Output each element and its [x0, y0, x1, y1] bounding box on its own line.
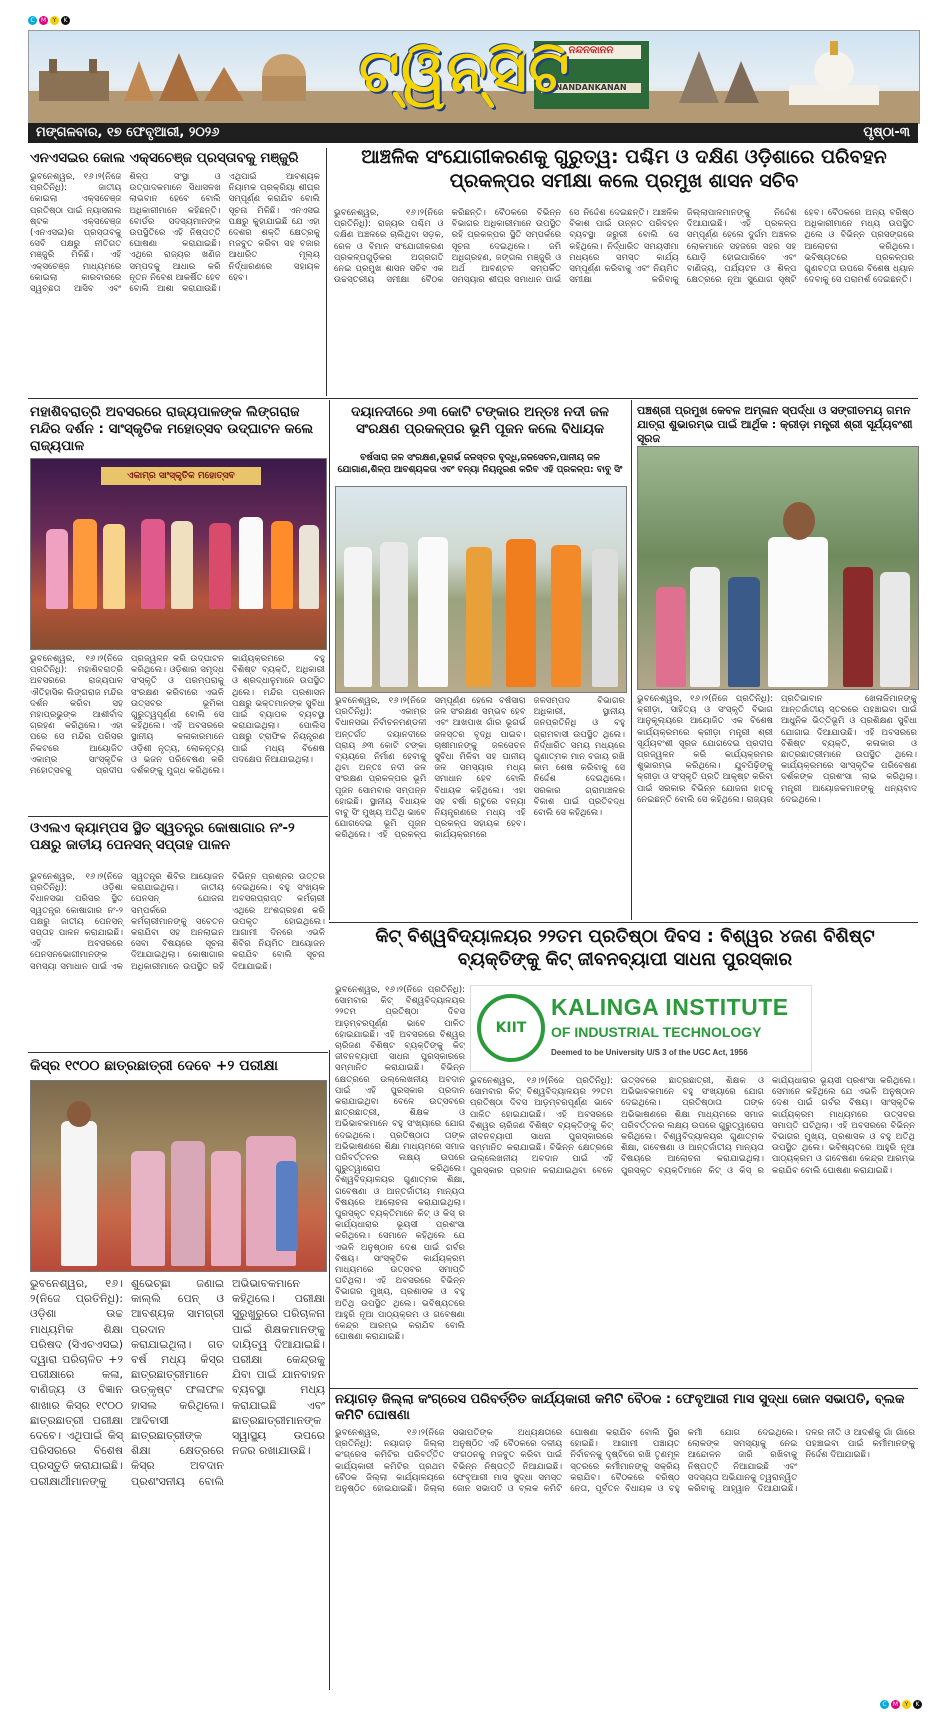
column-divider	[329, 400, 330, 920]
column-divider	[326, 148, 327, 396]
column-divider	[631, 400, 632, 920]
kiit-logo-line3: Deemed to be University U/S 3 of the UGC Act, 1956	[551, 1048, 748, 1057]
headline-lingaraj: ମହାଶିବରାତ୍ରି ଅବସରରେ ରାଜ୍ୟପାଳଙ୍କ ଲିଙ୍ଗରାଜ ମନ୍ଦିର ଦର୍ଶନ : ସାଂସ୍କୃତିକ ମହୋତ୍ସବ ଉଦ୍‌ଘାଟନ କଲେ ରାଜ୍ୟପାଳ	[30, 404, 314, 454]
masthead-banner	[28, 30, 920, 124]
figure	[211, 1151, 241, 1266]
figure	[418, 537, 448, 687]
cyan-dot: C	[880, 1700, 889, 1709]
section-rule	[28, 816, 328, 817]
body-congress: ଭୁବନେଶ୍ୱର, ୧୬।୨(ନିଜେ ପ୍ରତିନିଧି): ନୟାଗଡ଼ ଜିଲ୍ଲା କଂଗ୍ରେସ କମିଟିର ପରିବର୍ତ୍ତିତ କାର୍ଯ୍ୟକାରୀ କମିଟିର ପ୍ରଥମ ବୈଠକ ଜିଲ୍ଲା କାର୍ଯ୍ୟାଳୟରେ ଅନୁଷ୍ଠିତ ହୋଇଯାଇଛି। ଜିଲ୍ଲା ସଭାପତିଙ୍କ ଅଧ୍ୟକ୍ଷତାରେ ଅନୁଷ୍ଠିତ ଏହି ବୈଠକରେ ଦଳୀୟ ସଂଗଠନକୁ ମଜବୁତ କରିବା ପାଇଁ ବିଭିନ୍ନ ନିଷ୍ପତ୍ତି ନିଆଯାଇଛି। ଫେବୃଆରୀ ମାସ ସୁଦ୍ଧା ସମସ୍ତ ଜୋନ ସଭାପତି ଓ ବ୍ଲକ କମିଟି ଘୋଷଣା କରାଯିବ ବୋଲି ସ୍ଥିର ହୋଇଛି। ଆଗାମୀ ପଞ୍ଚାୟତ ନିର୍ବାଚନକୁ ଦୃଷ୍ଟିରେ ରଖି ତୃଣମୂଳ ସ୍ତରରେ କର୍ମୀମାନଙ୍କୁ ସକ୍ରିୟ କରାଯିବ। ବୈଠକରେ ବରିଷ୍ଠ ନେତା, ପୂର୍ବତନ ବିଧାୟକ ଓ ବହୁ କର୍ମୀ ଯୋଗ ଦେଇଥିଲେ। ଲୋକଙ୍କ ସମସ୍ୟାକୁ ନେଇ ଆନ୍ଦୋଳନ ଜାରି ରଖିବାକୁ ନିଷ୍ପତ୍ତି ନିଆଯାଇଛି ଏବଂ ସଦସ୍ୟତା ଅଭିଯାନକୁ ତ୍ୱରାନ୍ୱିତ କରିବାକୁ ଆହ୍ୱାନ ଦିଆଯାଇଛି। ଦଳର ନୀତି ଓ ଆଦର୍ଶକୁ ଗାଁ ଗାଁରେ ପହଞ୍ଚାଇବା ପାଇଁ କର୍ମୀମାନଙ୍କୁ ନିର୍ଦ୍ଦେଶ ଦିଆଯାଇଛି।	[335, 1428, 915, 1495]
section-rule	[28, 398, 918, 399]
figure	[61, 1121, 97, 1266]
black-dot: K	[913, 1700, 922, 1709]
headline-transport: ଆଞ୍ଚଳିକ ସଂଯୋଗୀକରଣକୁ ଗୁରୁତ୍ୱ: ପଶ୍ଚିମ ଓ ଦକ୍ଷିଣ ଓଡ଼ିଶାରେ ପରିବହନ ପ୍ରକଳ୍ପର ସମୀକ୍ଷା କଲେ ପ୍ରମୁଖ ଶାସନ ସଚିବ	[361, 146, 887, 192]
section-rule	[329, 922, 918, 923]
figure	[239, 517, 263, 609]
kiit-logo-line1: KALINGA INSTITUTE	[551, 994, 789, 1020]
body-lingaraj: ଭୁବନେଶ୍ୱର, ୧୬।୨(ନିଜେ ପ୍ରତିନିଧି): ମହାଶିବରାତ୍ରି ଅବସରରେ ରାଜ୍ୟପାଳ ଐତିହାସିକ ଲିଙ୍ଗରାଜ ମନ୍ଦିର ଦର୍ଶନ କରିବା ସହ ମହାପ୍ରଭୁଙ୍କ ଆଶୀର୍ବାଦ ଗ୍ରହଣ କରିଥିଲେ। ଏହା ପରେ ସେ ମନ୍ଦିର ପରିସର ନିକଟରେ ଆୟୋଜିତ ଏକାମ୍ର ସାଂସ୍କୃତିକ ମହୋତ୍ସବକୁ ପ୍ରଦୀପ ପ୍ରଜ୍ୱଳନ କରି ଉଦ୍‌ଘାଟନ କରିଥିଲେ। ଓଡ଼ିଶାର ସମୃଦ୍ଧ ସଂସ୍କୃତି ଓ ପରମ୍ପରାକୁ ସଂରକ୍ଷଣ କରିବାରେ ଏଭଳି ଉତ୍ସବର ଭୂମିକା ଗୁରୁତ୍ୱପୂର୍ଣ୍ଣ ବୋଲି ସେ କହିଥିଲେ। ଏହି ଅବସରରେ ସ୍ଥାନୀୟ କଳାକାରମାନେ ଓଡ଼ିଶୀ ନୃତ୍ୟ, ଲୋକନୃତ୍ୟ ଓ ଭଜନ ପରିବେଷଣ କରି ଦର୍ଶକଙ୍କୁ ମୁଗ୍ଧ କରିଥିଲେ। କାର୍ଯ୍ୟକ୍ରମରେ ବହୁ ବିଶିଷ୍ଟ ବ୍ୟକ୍ତି, ଅଧିକାରୀ ଓ ଶ୍ରଦ୍ଧାଳୁମାନେ ଉପସ୍ଥିତ ଥିଲେ। ମନ୍ଦିର ପ୍ରଶାସନ ପକ୍ଷରୁ ଭକ୍ତମାନଙ୍କ ସୁବିଧା ପାଇଁ ବ୍ୟାପକ ବ୍ୟବସ୍ଥା କରାଯାଇଥିଲା। ପୋଲିସ ପକ୍ଷରୁ ଟ୍ରାଫିକ ନିୟନ୍ତ୍ରଣ ପାଇଁ ମଧ୍ୟ ବିଶେଷ ପଦକ୍ଷେପ ନିଆଯାଇଥିଲା।	[30, 654, 325, 777]
figure	[768, 537, 828, 687]
body-river: ଭୁବନେଶ୍ୱର, ୧୬।୨(ନିଜେ ପ୍ରତିନିଧି): ଏକାମ୍ର ବିଧାନସଭା ନିର୍ବାଚନମଣ୍ଡଳୀ ଅନ୍ତର୍ଗତ ଦୟାନଦୀରେ ପ୍ରାୟ ୬୩ କୋଟି ଟଙ୍କା ବ୍ୟୟରେ ନିର୍ମାଣ ହେବାକୁ ଥିବା ଅନ୍ତଃ ନଦୀ ଜଳ ସଂରକ୍ଷଣ ପ୍ରକଳ୍ପର ଭୂମି ପୂଜନ ସୋମବାର ସମ୍ପନ୍ନ ହୋଇଛି। ସ୍ଥାନୀୟ ବିଧାୟକ ବାବୁ ସିଂ ମୁଖ୍ୟ ଅତିଥି ଭାବେ ଯୋଗଦେଇ ଭୂମି ପୂଜନ କରିଥିଲେ। ଏହି ପ୍ରକଳ୍ପ ସମ୍ପୂର୍ଣ୍ଣ ହେଲେ ବର୍ଷସାରା ଜଳ ସଂରକ୍ଷଣ ସମ୍ଭବ ହେବ ଏବଂ ଆଖପାଖ ଗାଁର ଭୂଗର୍ଭ ଜଳସ୍ତର ବୃଦ୍ଧି ପାଇବ। ଚାଷୀମାନଙ୍କୁ ଜଳସେଚନ ସୁବିଧା ମିଳିବା ସହ ପାନୀୟ ଜଳ ସମସ୍ୟାର ମଧ୍ୟ ସମାଧାନ ହେବ ବୋଲି ବିଧାୟକ କହିଥିଲେ। ଏହା ସହ ବର୍ଷା ଋତୁରେ ବନ୍ୟା ନିୟନ୍ତ୍ରଣରେ ମଧ୍ୟ ଏହି ପ୍ରକଳ୍ପ ସହାୟକ ହେବ। କାର୍ଯ୍ୟକ୍ରମରେ ଜଳସମ୍ପଦ ବିଭାଗର ଅଧିକାରୀ, ସ୍ଥାନୀୟ ଜନପ୍ରତିନିଧି ଓ ବହୁ ଗ୍ରାମବାସୀ ଉପସ୍ଥିତ ଥିଲେ। ନିର୍ଦ୍ଧାରିତ ସମୟ ମଧ୍ୟରେ ଗୁଣାତ୍ମକ ମାନ ବଜାୟ ରଖି କାମ ଶେଷ କରିବାକୁ ସେ ନିର୍ଦ୍ଦେଶ ଦେଇଥିଲେ। ସରକାର ଗ୍ରାମାଞ୍ଚଳର ବିକାଶ ପାଇଁ ପ୍ରତିବଦ୍ଧ ବୋଲି ସେ କହିଥିଲେ।	[335, 696, 625, 841]
figure-head	[783, 502, 815, 540]
lingaraj-event-photo	[30, 458, 327, 650]
figure	[131, 1151, 165, 1266]
black-dot: K	[61, 16, 70, 25]
cmyk-marks-top	[28, 16, 70, 25]
section-rule	[329, 1388, 918, 1389]
banner-sign-english: NANDANKANAN	[555, 83, 627, 92]
sports-minister-photo	[637, 446, 919, 690]
figure	[171, 1141, 205, 1266]
figure	[73, 519, 97, 609]
body-kiss: ଭୁବନେଶ୍ୱର, ୧୬।୨(ନିଜେ ପ୍ରତିନିଧି): ଓଡ଼ିଶା ଉଚ୍ଚ ମାଧ୍ୟମିକ ଶିକ୍ଷା ପରିଷଦ (ସିଏଚଏସଇ) ଦ୍ୱାରା ପରିଚାଳିତ +୨ ପରୀକ୍ଷାରେ କଳା, ବାଣିଜ୍ୟ ଓ ବିଜ୍ଞାନ ଶାଖାର କିସ୍‌ର ୧୯୦୦ ଛାତ୍ରଛାତ୍ରୀ ପରୀକ୍ଷା ଦେବେ। ଏଥିପାଇଁ କିସ୍ ପରିସରରେ ବିଶେଷ ପ୍ରସ୍ତୁତି କରାଯାଇଛି। ପରୀକ୍ଷାର୍ଥୀମାନଙ୍କୁ ଶୁଭେଚ୍ଛା ଜଣାଇ କାଲ୍ଲି ପେନ୍ ଓ ଆବଶ୍ୟକ ସାମଗ୍ରୀ ପ୍ରଦାନ କରାଯାଇଥିଲା। ଗତ ବର୍ଷ ମଧ୍ୟ କିସ୍‌ର ଛାତ୍ରଛାତ୍ରୀମାନେ ଉତ୍କୃଷ୍ଟ ଫଳାଫଳ ହାସଲ କରିଥିଲେ। ଆଦିବାସୀ ଛାତ୍ରଛାତ୍ରୀଙ୍କ ଶିକ୍ଷା କ୍ଷେତ୍ରରେ କିସ୍‌ର ଅବଦାନ ପ୍ରଶଂସନୀୟ ବୋଲି ଅଭିଭାବକମାନେ କହିଥିଲେ। ପରୀକ୍ଷା ସୁରୁଖୁରୁରେ ପରିଚାଳନା ପାଇଁ ଶିକ୍ଷକମାନଙ୍କୁ ଦାୟିତ୍ୱ ଦିଆଯାଇଛି। ପରୀକ୍ଷା କେନ୍ଦ୍ରକୁ ଯିବା ପାଇଁ ଯାନବାହନ ବ୍ୟବସ୍ଥା ମଧ୍ୟ କରାଯାଇଛି ଏବଂ ଛାତ୍ରଛାତ୍ରୀମାନଙ୍କ ସ୍ୱାସ୍ଥ୍ୟ ଉପରେ ନଜର ରଖାଯାଉଛି।	[30, 1277, 325, 1488]
cmyk-marks-bottom	[880, 1700, 922, 1709]
figure	[551, 545, 581, 687]
figure	[46, 529, 68, 609]
figure	[141, 519, 165, 609]
figure	[690, 567, 720, 687]
photo-stage-banner: ଏକାମ୍ର ସାଂସ୍କୃତିକ ମହୋତ୍ସବ	[101, 467, 261, 485]
figure	[466, 547, 492, 687]
headline-kiss: କିସ୍‌ର ୧୯୦୦ ଛାତ୍ରଛାତ୍ରୀ ଦେବେ +୨ ପରୀକ୍ଷା	[30, 1058, 278, 1074]
headline-kiit: କିଟ୍ ବିଶ୍ୱବିଦ୍ୟାଳୟର ୨୨ତମ ପ୍ରତିଷ୍ଠା ଦିବସ : ବିଶ୍ୱର ୪ଜଣ ବିଶିଷ୍ଟ ବ୍ୟକ୍ତିଙ୍କୁ କିଟ୍ ଜୀବନବ୍ୟାପୀ ସାଧନା ପୁରସ୍କାର	[375, 926, 875, 970]
yellow-dot: Y	[902, 1700, 911, 1709]
column-divider	[329, 1050, 330, 1690]
headline-sports: ପଞ୍ଚଶ୍ରୀ ପ୍ରମୁଖ କେବଳ ଅମ୍ଳାନ ସ୍ପର୍ଦ୍ଧା ଓ ସଙ୍ଗୀତମୟ ଗମନ ଯାତ୍ରା ଶୁଭାରମ୍ଭ ପାଇଁ ଆର୍ଥିକ : କ୍ରୀଡ଼ା ମନ୍ତ୍ରୀ ଶ୍ରୀ ସୂର୍ଯ୍ୟବଂଶୀ ସୂରଜ	[637, 404, 913, 445]
body-kiit: ଭୁବନେଶ୍ୱର, ୧୬।୨(ନିଜେ ପ୍ରତିନିଧି): ସୋମବାର କିଟ୍ ବିଶ୍ୱବିଦ୍ୟାଳୟର ୨୨ତମ ପ୍ରତିଷ୍ଠା ଦିବସ ଆଡ଼ମ୍ବରପୂର୍ଣ୍ଣ ଭାବେ ପାଳିତ ହୋଇଯାଇଛି। ଏହି ଅବସରରେ ବିଶ୍ୱର ଚାରିଜଣ ବିଶିଷ୍ଟ ବ୍ୟକ୍ତିଙ୍କୁ କିଟ୍ ଜୀବନବ୍ୟାପୀ ସାଧନା ପୁରସ୍କାରରେ ସମ୍ମାନିତ କରାଯାଇଛି। ବିଭିନ୍ନ କ୍ଷେତ୍ରରେ ଉଲ୍ଲେଖନୀୟ ଅବଦାନ ପାଇଁ ଏହି ପୁରସ୍କାର ପ୍ରଦାନ କରାଯାଇଥିବା ବେଳେ ଉତ୍ସବରେ ଛାତ୍ରଛାତ୍ରୀ, ଶିକ୍ଷକ ଓ ଅଭିଭାବକମାନେ ବହୁ ସଂଖ୍ୟାରେ ଯୋଗ ଦେଇଥିଲେ। ପ୍ରତିଷ୍ଠାତା ତାଙ୍କ ଅଭିଭାଷଣରେ ଶିକ୍ଷା ମାଧ୍ୟମରେ ସମାଜ ପରିବର୍ତ୍ତନର ଲକ୍ଷ୍ୟ ଉପରେ ଗୁରୁତ୍ୱାରୋପ କରିଥିଲେ। ବିଶ୍ୱବିଦ୍ୟାଳୟର ଗୁଣାତ୍ମକ ଶିକ୍ଷା, ଗବେଷଣା ଓ ଆନ୍ତର୍ଜାତୀୟ ମାନ୍ୟତା ବିଷୟରେ ଆଲୋଚନା କରାଯାଇଥିଲା। ପୁରସ୍କୃତ ବ୍ୟକ୍ତିମାନେ କିଟ୍ ଓ କିସ୍ ର କାର୍ଯ୍ୟଧାରାର ଭୂୟସୀ ପ୍ରଶଂସା କରିଥିଲେ। ସେମାନେ କହିଥିଲେ ଯେ ଏଭଳି ଅନୁଷ୍ଠାନ ଦେଶ ପାଇଁ ଗର୍ବର ବିଷୟ। ସାଂସ୍କୃତିକ କାର୍ଯ୍ୟକ୍ରମ ମାଧ୍ୟମରେ ଉତ୍ସବର ସମାପ୍ତି ଘଟିଥିଲା। ଏହି ଅବସରରେ ବିଭିନ୍ନ ବିଭାଗର ମୁଖ୍ୟ, ପ୍ରଶାସକ ଓ ବହୁ ଅତିଥି ଉପସ୍ଥିତ ଥିଲେ। ଭବିଷ୍ୟତରେ ଆହୁରି ନୂଆ ପାଠ୍ୟକ୍ରମ ଓ ଗବେଷଣା କେନ୍ଦ୍ର ଆରମ୍ଭ କରାଯିବ ବୋଲି ଘୋଷଣା କରାଯାଇଛି।	[335, 985, 465, 1343]
figure	[299, 525, 319, 609]
figure	[209, 523, 231, 609]
body-kiit-continued: ଭୁବନେଶ୍ୱର, ୧୬।୨(ନିଜେ ପ୍ରତିନିଧି): ସୋମବାର କିଟ୍ ବିଶ୍ୱବିଦ୍ୟାଳୟର ୨୨ତମ ପ୍ରତିଷ୍ଠା ଦିବସ ଆଡ଼ମ୍ବରପୂର୍ଣ୍ଣ ଭାବେ ପାଳିତ ହୋଇଯାଇଛି। ଏହି ଅବସରରେ ବିଶ୍ୱର ଚାରିଜଣ ବିଶିଷ୍ଟ ବ୍ୟକ୍ତିଙ୍କୁ କିଟ୍ ଜୀବନବ୍ୟାପୀ ସାଧନା ପୁରସ୍କାରରେ ସମ୍ମାନିତ କରାଯାଇଛି। ବିଭିନ୍ନ କ୍ଷେତ୍ରରେ ଉଲ୍ଲେଖନୀୟ ଅବଦାନ ପାଇଁ ଏହି ପୁରସ୍କାର ପ୍ରଦାନ କରାଯାଇଥିବା ବେଳେ ଉତ୍ସବରେ ଛାତ୍ରଛାତ୍ରୀ, ଶିକ୍ଷକ ଓ ଅଭିଭାବକମାନେ ବହୁ ସଂଖ୍ୟାରେ ଯୋଗ ଦେଇଥିଲେ। ପ୍ରତିଷ୍ଠାତା ତାଙ୍କ ଅଭିଭାଷଣରେ ଶିକ୍ଷା ମାଧ୍ୟମରେ ସମାଜ ପରିବର୍ତ୍ତନର ଲକ୍ଷ୍ୟ ଉପରେ ଗୁରୁତ୍ୱାରୋପ କରିଥିଲେ। ବିଶ୍ୱବିଦ୍ୟାଳୟର ଗୁଣାତ୍ମକ ଶିକ୍ଷା, ଗବେଷଣା ଓ ଆନ୍ତର୍ଜାତୀୟ ମାନ୍ୟତା ବିଷୟରେ ଆଲୋଚନା କରାଯାଇଥିଲା। ପୁରସ୍କୃତ ବ୍ୟକ୍ତିମାନେ କିଟ୍ ଓ କିସ୍ ର କାର୍ଯ୍ୟଧାରାର ଭୂୟସୀ ପ୍ରଶଂସା କରିଥିଲେ। ସେମାନେ କହିଥିଲେ ଯେ ଏଭଳି ଅନୁଷ୍ଠାନ ଦେଶ ପାଇଁ ଗର୍ବର ବିଷୟ। ସାଂସ୍କୃତିକ କାର୍ଯ୍ୟକ୍ରମ ମାଧ୍ୟମରେ ଉତ୍ସବର ସମାପ୍ତି ଘଟିଥିଲା। ଏହି ଅବସରରେ ବିଭିନ୍ନ ବିଭାଗର ମୁଖ୍ୟ, ପ୍ରଶାସକ ଓ ବହୁ ଅତିଥି ଉପସ୍ଥିତ ଥିଲେ। ଭବିଷ୍ୟତରେ ଆହୁରି ନୂଆ ପାଠ୍ୟକ୍ରମ ଓ ଗବେଷଣା କେନ୍ଦ୍ର ଆରମ୍ଭ କରାଯିବ ବୋଲି ଘୋଷଣା କରାଯାଇଛି।	[470, 1076, 915, 1176]
figure	[506, 539, 536, 687]
kiit-logo-mark: KIIT	[477, 994, 545, 1062]
section-title: ଟ୍ୱିନ୍‌ସିଟି	[359, 37, 571, 105]
figure	[103, 524, 125, 609]
figure	[271, 521, 293, 609]
subhead-river: ବର୍ଷସାରା ଜଳ ସଂରକ୍ଷଣ,ଭୂଗର୍ଭ ଜଳସ୍ତର ବୃଦ୍ଧି,ଜଳସେଚନ,ପାନୀୟ ଜଳ ଯୋଗାଣ,ଶିଳ୍ପ ଆବଶ୍ୟକତା ଏବଂ ବନ୍ୟା ନିୟନ୍ତ୍ରଣ କରିବ ଏହି ପ୍ରକଳ୍ପ: ବାବୁ ସିଂ	[337, 453, 623, 475]
figure	[344, 547, 372, 687]
body-pension: ଭୁବନେଶ୍ୱର, ୧୬।୨(ନିଜେ ପ୍ରତିନିଧି): ଓଡ଼ିଶା ବିଧାନସଭା ପରିସର ସ୍ଥିତ ସ୍ୱତନ୍ତ୍ର କୋଷାଗାର ନଂ-୨ ପକ୍ଷରୁ ଜାତୀୟ ପେନସନ୍ ସପ୍ତାହ ପାଳନ କରାଯାଇଛି। ଏହି ଅବସରରେ ପେନସନଭୋଗୀମାନଙ୍କ ସମସ୍ୟା ସମାଧାନ ପାଇଁ ଏକ ସ୍ୱତନ୍ତ୍ର ଶିବିର ଆୟୋଜନ କରାଯାଇଥିଲା। ଜାତୀୟ ପେନସନ୍ ଯୋଜନା ସମ୍ପର୍କରେ କର୍ମଚାରୀମାନଙ୍କୁ ସଚେତନ କରାଯିବା ସହ ଅନଲାଇନ ସେବା ବିଷୟରେ ସୂଚନା ଦିଆଯାଇଥିଲା। କୋଷାଗାର ଅଧିକାରୀମାନେ ଉପସ୍ଥିତ ରହି ବିଭିନ୍ନ ପ୍ରଶ୍ନର ଉତ୍ତର ଦେଇଥିଲେ। ବହୁ ସଂଖ୍ୟକ ଅବସରପ୍ରାପ୍ତ କର୍ମଚାରୀ ଏଥିରେ ଅଂଶଗ୍ରହଣ କରି ଉପକୃତ ହୋଇଥିଲେ। ଆଗାମୀ ଦିନରେ ଏଭଳି ଶିବିର ନିୟମିତ ଆୟୋଜନ କରାଯିବ ବୋଲି ସୂଚନା ଦିଆଯାଇଛି।	[30, 872, 325, 972]
banner-sign-odia: ନନ୍ଦନକାନନ	[568, 45, 614, 56]
river-bhoomi-pujan-photo	[335, 486, 627, 693]
kiit-logo-line2: OF INDUSTRIAL TECHNOLOGY	[551, 1024, 762, 1040]
figure	[380, 542, 408, 687]
dateline-bar	[28, 123, 918, 143]
figure	[592, 549, 618, 687]
page-number: ପୃଷ୍ଠା-୩	[863, 125, 910, 140]
figure	[276, 1161, 298, 1251]
headline-nse: ଏନଏସଇର କୋଲ ଏକ୍ସଚେଞ୍ଜ ପ୍ରସ୍ତାବକୁ ମଞ୍ଜୁରି	[30, 150, 299, 166]
body-transport: ଭୁବନେଶ୍ୱର, ୧୬।୨(ନିଜେ ପ୍ରତିନିଧି): ରାଜ୍ୟର ପଶ୍ଚିମ ଓ ଦକ୍ଷିଣ ଅଞ୍ଚଳରେ ଚାଲିଥିବା ସଡ଼କ, ରେଳ ଓ ବିମାନ ସଂଯୋଗୀକରଣ ପ୍ରକଳ୍ପଗୁଡ଼ିକର ଅଗ୍ରଗତି ନେଇ ପ୍ରମୁଖ ଶାସନ ସଚିବ ଏକ ଉଚ୍ଚସ୍ତରୀୟ ସମୀକ୍ଷା ବୈଠକ କରିଛନ୍ତି। ବୈଠକରେ ବିଭିନ୍ନ ବିଭାଗର ଅଧିକାରୀମାନେ ଉପସ୍ଥିତ ରହି ପ୍ରକଳ୍ପର ସ୍ଥିତି ସମ୍ପର୍କରେ ସୂଚନା ଦେଇଥିଲେ। ଜମି ଅଧିଗ୍ରହଣ, ଜଙ୍ଗଲ ମଞ୍ଜୁରି ଓ ଅର୍ଥ ଆବଣ୍ଟନ ସମ୍ପର୍କିତ ସମସ୍ୟାର ଶୀଘ୍ର ସମାଧାନ ପାଇଁ ସେ ନିର୍ଦ୍ଦେଶ ଦେଇଛନ୍ତି। ଆଞ୍ଚଳିକ ବିକାଶ ପାଇଁ ଉନ୍ନତ ପରିବହନ ବ୍ୟବସ୍ଥା ଜରୁରୀ ବୋଲି ସେ କହିଥିଲେ। ନିର୍ଦ୍ଧାରିତ ସମୟସୀମା ମଧ୍ୟରେ ସମସ୍ତ କାର୍ଯ୍ୟ ସମ୍ପୂର୍ଣ୍ଣ କରିବାକୁ ଏବଂ ନିୟମିତ ସମୀକ୍ଷା କରିବାକୁ ଜିଲ୍ଲାପାଳମାନଙ୍କୁ ନିର୍ଦ୍ଦେଶ ଦିଆଯାଇଛି। ଏହି ପ୍ରକଳ୍ପ ସମ୍ପୂର୍ଣ୍ଣ ହେଲେ ଦୁର୍ଗମ ଅଞ୍ଚଳର ଲୋକମାନେ ସହଜରେ ସହର ସହ ଯୋଡ଼ି ହୋଇପାରିବେ ଏବଂ ବାଣିଜ୍ୟ, ପର୍ଯ୍ୟଟନ ଓ ଶିଳ୍ପ କ୍ଷେତ୍ରରେ ନୂଆ ସୁଯୋଗ ସୃଷ୍ଟି ହେବ। ବୈଠକରେ ଅନ୍ୟ ବରିଷ୍ଠ ଅଧିକାରୀମାନେ ମଧ୍ୟ ଉପସ୍ଥିତ ଥିଲେ ଓ ବିଭିନ୍ନ ପ୍ରସଙ୍ଗରେ ଆଲୋଚନା କରିଥିଲେ। ଭବିଷ୍ୟତରେ ପ୍ରକଳ୍ପର ଗୁଣବତ୍ତା ଉପରେ ବିଶେଷ ଧ୍ୟାନ ଦେବାକୁ ସେ ପରାମର୍ଶ ଦେଇଛନ୍ତି।	[334, 208, 914, 286]
body-nse: ଭୁବନେଶ୍ୱର, ୧୬।୨(ନିଜେ ପ୍ରତିନିଧି): ଜାତୀୟ କୋଇଲା ଏକ୍ସଚେଞ୍ଜ ପ୍ରତିଷ୍ଠା ପାଇଁ ନ୍ୟାସନାଲ ଷ୍ଟକ ଏକ୍ସଚେଞ୍ଜ (ଏନଏସଇ)ର ପ୍ରସ୍ତାବକୁ ସେବି ପକ୍ଷରୁ ନୀତିଗତ ମଞ୍ଜୁରି ମିଳିଛି। ଏହି ଏକ୍ସଚେଞ୍ଜ ମାଧ୍ୟମରେ କୋଇଲା କାରବାରରେ ସ୍ୱଚ୍ଛତା ଆସିବ ଏବଂ ଶିଳ୍ପ ସଂସ୍ଥା ଓ ଉତ୍ପାଦକମାନେ ସିଧାସଳଖ ଲାଭବାନ ହେବେ ବୋଲି ଅଧିକାରୀମାନେ କହିଛନ୍ତି। ବୋର୍ଡର ସଦସ୍ୟମାନଙ୍କ ଉପସ୍ଥିତିରେ ଏହି ନିଷ୍ପତ୍ତି ଘୋଷଣା କରାଯାଇଛି। ଏଥିରେ ରାଜ୍ୟର ଖଣିଜ ସମ୍ପଦକୁ ଆଧାର କରି ନୂତନ ନିବେଶ ଆକର୍ଷିତ ହେବ ବୋଲି ଆଶା କରାଯାଉଛି। ଏଥିପାଇଁ ଆବଶ୍ୟକ ନିୟାମକ ପ୍ରକ୍ରିୟା ଶୀଘ୍ର ସମ୍ପୂର୍ଣ୍ଣ କରାଯିବ ବୋଲି ସୂଚନା ମିଳିଛି। ଏନଏସଇ ପକ୍ଷରୁ କୁହାଯାଇଛି ଯେ ଏହା ଦେଶର ଶକ୍ତି କ୍ଷେତ୍ରକୁ ମଜବୁତ କରିବା ସହ ବଜାର ଆଧାରିତ ମୂଲ୍ୟ ନିର୍ଦ୍ଧାରଣରେ ସହାୟକ ହେବ।	[30, 172, 320, 295]
magenta-dot: M	[40, 17, 47, 24]
figure	[843, 567, 873, 687]
headline-pension: ଓଏଲଏ କ୍ୟାମ୍ପସ ସ୍ଥିତ ସ୍ୱତନ୍ତ୍ର କୋଷାଗାର ନଂ-୨ ପକ୍ଷରୁ ଜାତୀୟ ପେନସନ୍ ସପ୍ତାହ ପାଳନ	[30, 820, 295, 853]
headline-congress: ନୟାଗଡ଼ ଜିଲ୍ଲା କଂଗ୍ରେସ ପରିବର୍ତ୍ତିତ କାର୍ଯ୍ୟକାରୀ କମିଟି ବୈଠକ : ଫେବୃଆରୀ ମାସ ସୁଦ୍ଧା ଜୋନ ସଭାପତି, ବ୍ଲକ କମିଟି ଘୋଷଣା	[335, 1392, 905, 1424]
figure	[171, 521, 193, 609]
figure-head	[67, 1101, 91, 1127]
kiss-students-photo	[30, 1080, 327, 1272]
figure	[880, 572, 910, 687]
section-rule	[28, 1052, 328, 1053]
cyan-dot: C	[28, 16, 37, 25]
headline-river: ଦୟାନଦୀରେ ୬୩ କୋଟି ଟଙ୍କାର ଅନ୍ତଃ ନଦୀ ଜଳ ସଂରକ୍ଷଣ ପ୍ରକଳ୍ପର ଭୂମି ପୂଜନ କଲେ ବିଧାୟକ	[351, 404, 609, 437]
yellow-dot: Y	[50, 16, 59, 25]
figure	[656, 587, 686, 687]
issue-date: ମଙ୍ଗଳବାର, ୧୭ ଫେବୃଆରୀ, ୨୦୨୬	[36, 125, 220, 140]
body-sports: ଭୁବନେଶ୍ୱର, ୧୬।୨(ନିଜେ ପ୍ରତିନିଧି): କ୍ରୀଡ଼ା, ସାହିତ୍ୟ ଓ ସଂସ୍କୃତି ବିଭାଗ ଆନୁକୂଲ୍ୟରେ ଆୟୋଜିତ ଏକ ବିଶେଷ କାର୍ଯ୍ୟକ୍ରମରେ କ୍ରୀଡ଼ା ମନ୍ତ୍ରୀ ଶ୍ରୀ ସୂର୍ଯ୍ୟବଂଶୀ ସୂରଜ ଯୋଗଦେଇ ପ୍ରଦୀପ ପ୍ରଜ୍ୱଳନ କରି କାର୍ଯ୍ୟକ୍ରମର ଶୁଭାରମ୍ଭ କରିଥିଲେ। ଯୁବପିଢ଼ିଙ୍କୁ କ୍ରୀଡ଼ା ଓ ସଂସ୍କୃତି ପ୍ରତି ଆକୃଷ୍ଟ କରିବା ପାଇଁ ସରକାର ବିଭିନ୍ନ ଯୋଜନା ହାତକୁ ନେଇଛନ୍ତି ବୋଲି ସେ କହିଥିଲେ। ରାଜ୍ୟର ପ୍ରତିଭାବାନ ଖେଳାଳିମାନଙ୍କୁ ଆନ୍ତର୍ଜାତୀୟ ସ୍ତରରେ ପହଞ୍ଚାଇବା ପାଇଁ ଆଧୁନିକ ଭିତ୍ତିଭୂମି ଓ ପ୍ରଶିକ୍ଷଣ ସୁବିଧା ଯୋଗାଇ ଦିଆଯାଉଛି। ଏହି ଅବସରରେ ବିଶିଷ୍ଟ ବ୍ୟକ୍ତି, କଳାକାର ଓ ଛାତ୍ରଛାତ୍ରୀମାନେ ଉପସ୍ଥିତ ଥିଲେ। କାର୍ଯ୍ୟକ୍ରମରେ ସାଂସ୍କୃତିକ ପରିବେଷଣ ଦର୍ଶକଙ୍କ ପ୍ରଶଂସା ଲାଭ କରିଥିଲା। ମନ୍ତ୍ରୀ ଆୟୋଜକମାନଙ୍କୁ ଧନ୍ୟବାଦ ଦେଇଥିଲେ।	[637, 694, 917, 805]
magenta-dot: M	[892, 1701, 899, 1708]
figure	[728, 577, 760, 687]
kiit-logo	[470, 985, 812, 1072]
